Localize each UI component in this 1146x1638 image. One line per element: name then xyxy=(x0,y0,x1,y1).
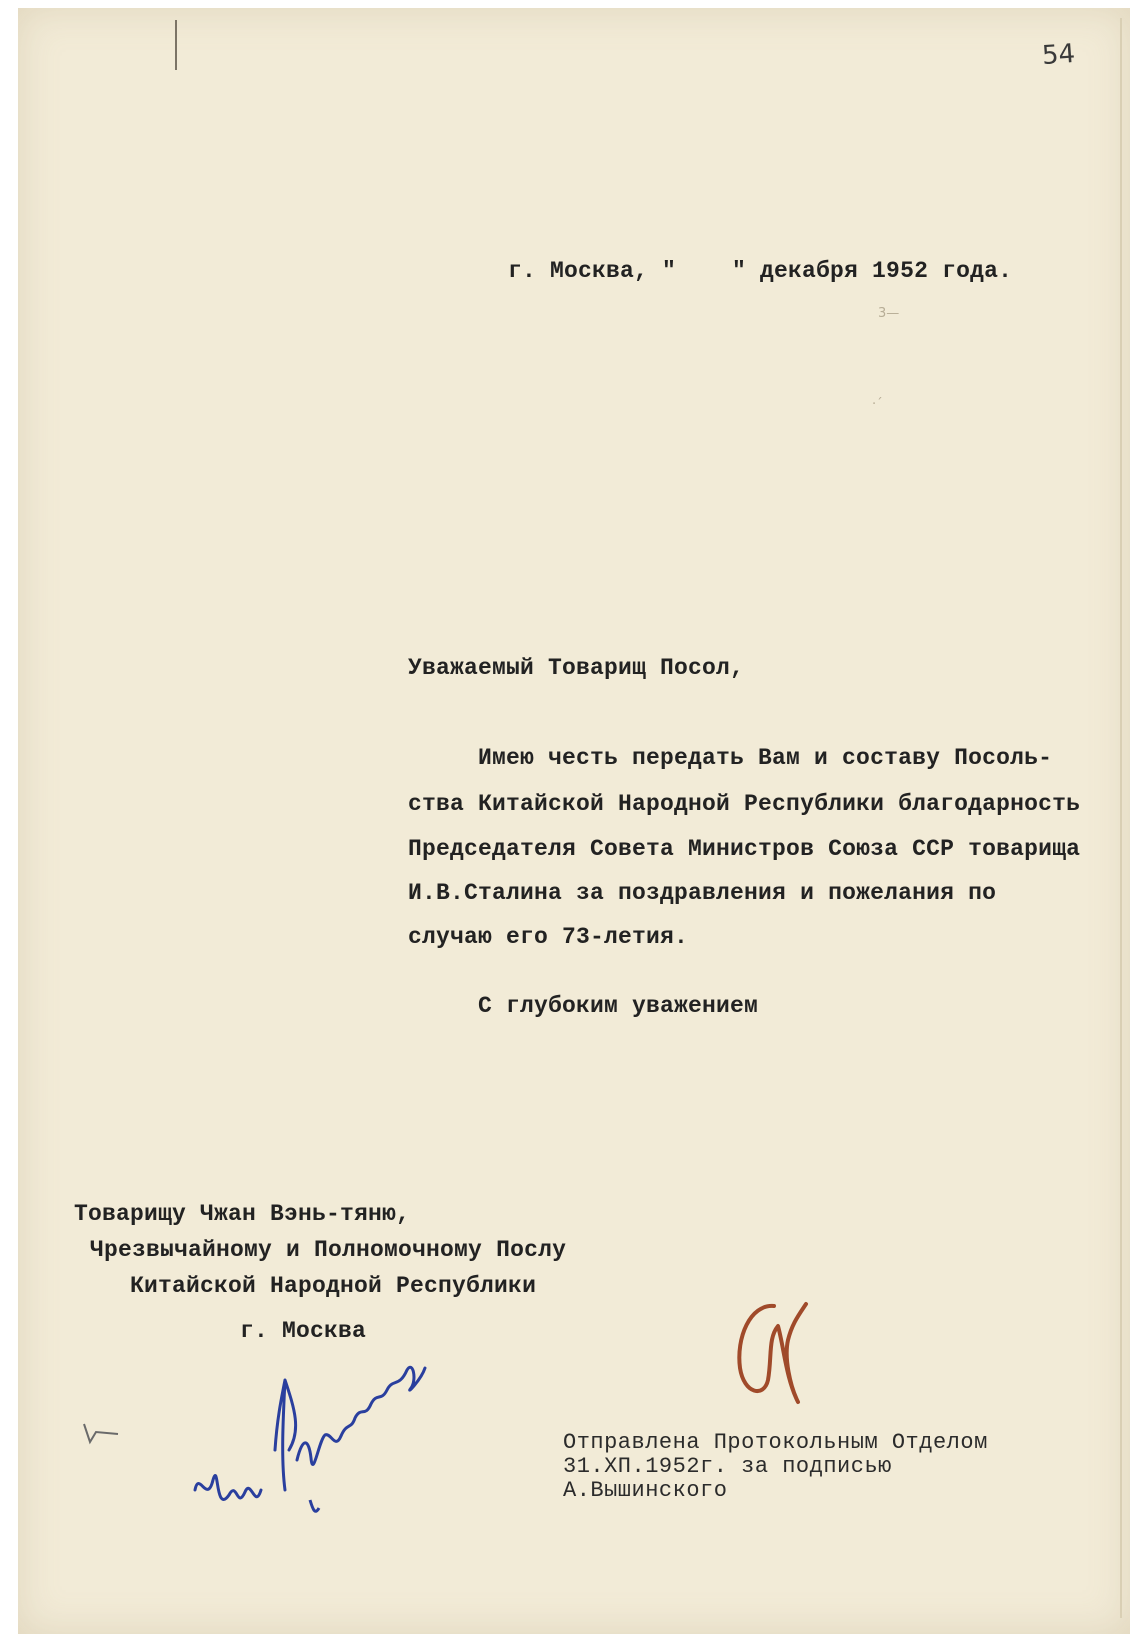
margin-mark xyxy=(175,20,177,70)
body-line-4: И.В.Сталина за поздравления и пожелания по xyxy=(408,880,997,906)
closing-line: С глубоким уважением xyxy=(478,993,759,1019)
date-line: г. Москва, " " декабря 1952 года. xyxy=(508,258,1013,284)
red-initial-mark xyxy=(728,1298,818,1413)
page-edge-line xyxy=(1120,18,1122,1618)
note-line-3: А.Вышинского xyxy=(563,1478,728,1503)
body-line-2: ства Китайской Народной Республики благодарность xyxy=(408,791,1081,817)
paper-smudge: ·´ xyxy=(872,397,883,412)
check-mark-icon xyxy=(82,1420,122,1450)
paper-smudge: 3— xyxy=(878,306,900,321)
note-line-1: Отправлена Протокольным Отделом xyxy=(563,1430,988,1455)
page-number: 54 xyxy=(1040,38,1077,72)
salutation: Уважаемый Товарищ Посол, xyxy=(408,655,745,681)
body-line-3: Председателя Совета Министров Союза ССР товарища xyxy=(408,836,1081,862)
addressee-line-2: Чрезвычайному и Полномочному Послу xyxy=(90,1237,567,1263)
addressee-city: г. Москва xyxy=(240,1318,367,1344)
addressee-line-3: Китайской Народной Республики xyxy=(130,1273,537,1299)
body-line-5: случаю его 73-летия. xyxy=(408,924,689,950)
note-line-2: 31.XП.1952г. за подписью xyxy=(563,1454,892,1479)
body-line-1: Имею честь передать Вам и составу Посоль- xyxy=(478,745,1053,771)
blue-signature xyxy=(185,1340,435,1540)
addressee-line-1: Товарищу Чжан Вэнь-тяню, xyxy=(74,1201,411,1227)
